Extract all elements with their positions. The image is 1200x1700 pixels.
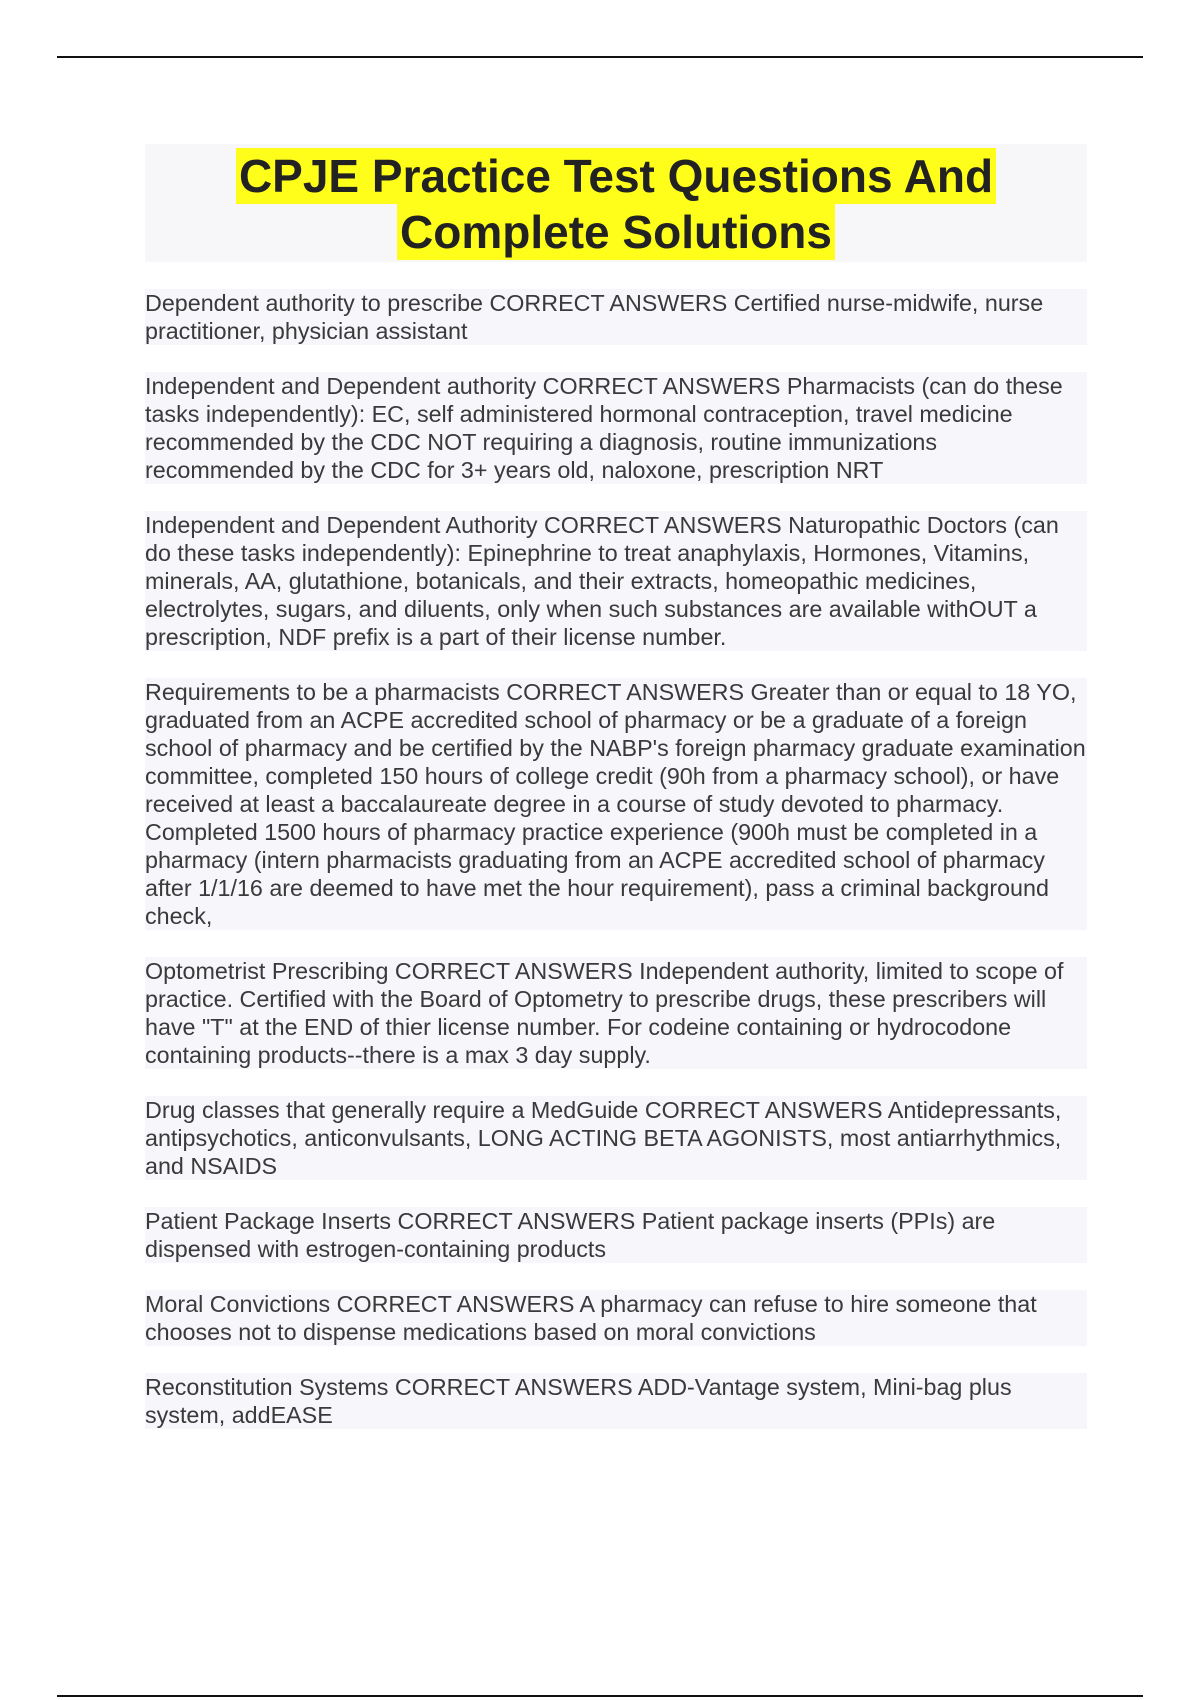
entry-optometrist-prescribing: Optometrist Prescribing CORRECT ANSWERS Independent authority, limited to scope of practice. Certified with the Board of Optometry to prescribe drugs, these prescribers will have "T" at the END of thier license number. For codeine containing or hydrocodone containing products--there is a max 3 day supply. [145,957,1087,1069]
entry-patient-package-inserts: Patient Package Inserts CORRECT ANSWERS Patient package inserts (PPIs) are dispensed with estrogen-containing products [145,1207,1087,1263]
page-title-line-2: Complete Solutions [397,204,835,260]
page-title-line-1: CPJE Practice Test Questions And [236,148,996,204]
entry-naturopathic-authority: Independent and Dependent Authority CORRECT ANSWERS Naturopathic Doctors (can do these tasks independently): Epinephrine to treat anaphylaxis, Hormones, Vitamins, minerals, AA, glutathione, botanicals, and their extracts, homeopathic medicines, electrolytes, sugars, and diluents, only when such substances are available withOUT a prescription, NDF prefix is a part of their license number. [145,511,1087,651]
entry-pharmacist-authority: Independent and Dependent authority CORRECT ANSWERS Pharmacists (can do these tasks independently): EC, self administered hormonal contraception, travel medicine recommended by the CDC NOT requiring a diagnosis, routine immunizations recommended by the CDC for 3+ years old, naloxone, prescription NRT [145,372,1087,484]
entry-list [145,289,1087,1429]
entry-reconstitution-systems: Reconstitution Systems CORRECT ANSWERS ADD-Vantage system, Mini-bag plus system, addEASE [145,1373,1087,1429]
bottom-rule [57,1695,1143,1697]
document-body [145,144,1087,1456]
title-box [145,144,1087,262]
entry-medguide-drug-classes: Drug classes that generally require a MedGuide CORRECT ANSWERS Antidepressants, antipsychotics, anticonvulsants, LONG ACTING BETA AGONISTS, most antiarrhythmics, and NSAIDS [145,1096,1087,1180]
entry-pharmacist-requirements: Requirements to be a pharmacists CORRECT ANSWERS Greater than or equal to 18 YO, graduated from an ACPE accredited school of pharmacy or be a graduate of a foreign school of pharmacy and be certified by the NABP's foreign pharmacy graduate examination committee, completed 150 hours of college credit (90h from a pharmacy school), or have received at least a baccalaureate degree in a course of study devoted to pharmacy. Completed 1500 hours of pharmacy practice experience (900h must be completed in a pharmacy (intern pharmacists graduating from an ACPE accredited school of pharmacy after 1/1/16 are deemed to have met the hour requirement), pass a criminal background check, [145,679,1086,929]
entry-moral-convictions: Moral Convictions CORRECT ANSWERS A pharmacy can refuse to hire someone that chooses not to dispense medications based on moral convictions [145,1290,1087,1346]
top-rule [57,56,1143,58]
entry-dependent-authority: Dependent authority to prescribe CORRECT ANSWERS Certified nurse-midwife, nurse practitioner, physician assistant [145,289,1087,345]
